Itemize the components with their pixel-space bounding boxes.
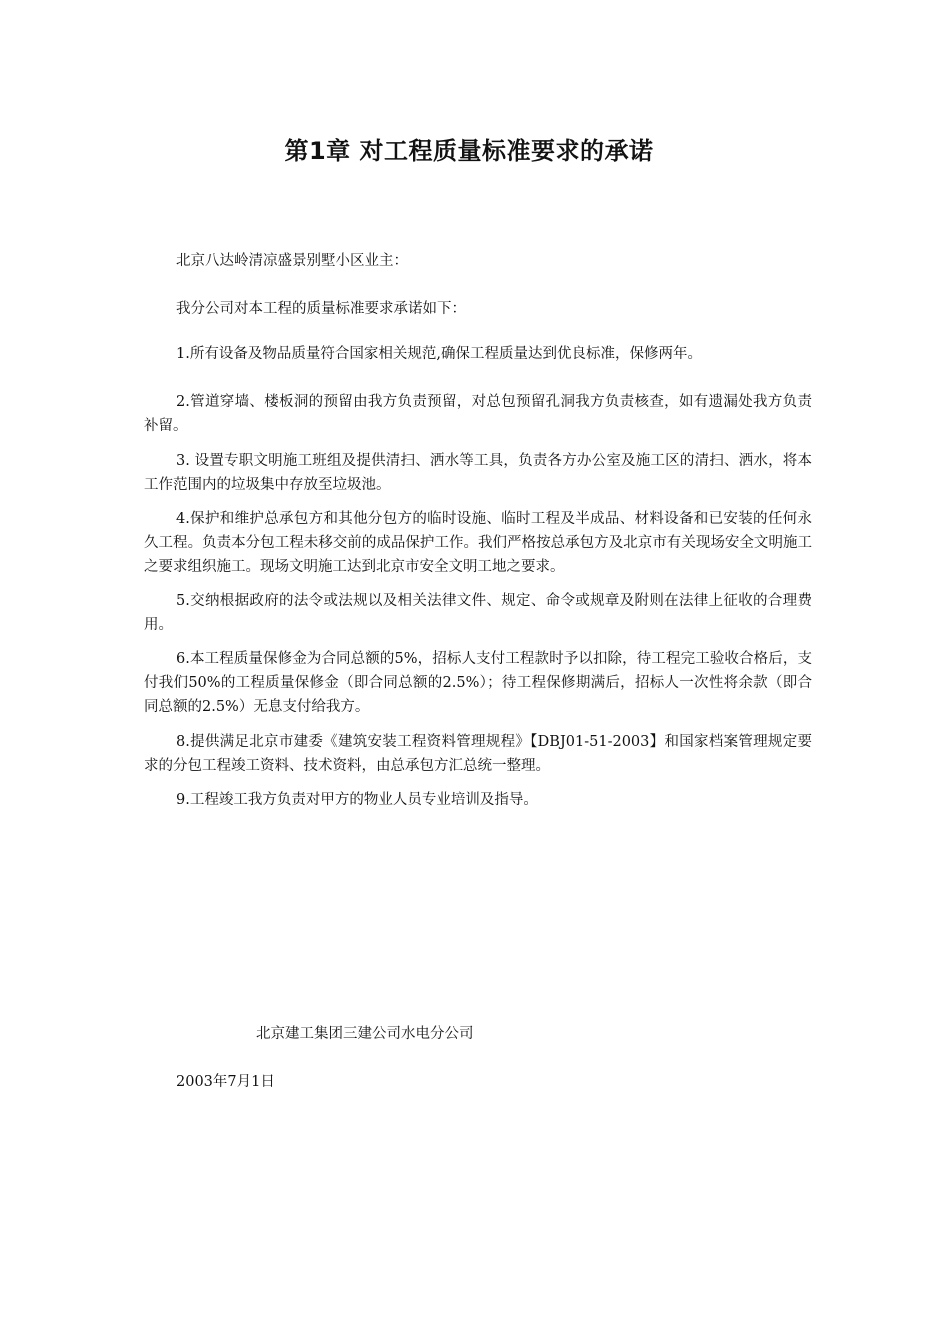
company-signature: 北京建工集团三建公司水电分公司 <box>256 1026 474 1042</box>
commitment-item-6: 6.本工程质量保修金为合同总额的5%，招标人支付工程款时予以扣除，待工程完工验收合格后，支付我们50%的工程质量保修金（即合同总额的2.5%）；待工程保修期满后，招标人一次性将余款（即合同总额的2.5%）无息支付给我方。 <box>144 651 812 715</box>
commitment-item-2: 2.管道穿墙、楼板洞的预留由我方负责预留，对总包预留孔洞我方负责核查，如有遗漏处我方负责补留。 <box>144 394 812 434</box>
commitment-item-1: 1.所有设备及物品质量符合国家相关规范,确保工程质量达到优良标准，保修两年。 <box>176 346 702 362</box>
commitment-item-5: 5.交纳根据政府的法令或法规以及相关法律文件、规定、命令或规章及附则在法律上征收的合理费用。 <box>144 593 812 633</box>
commitment-item-9: 9.工程竣工我方负责对甲方的物业人员专业培训及指导。 <box>176 792 538 808</box>
salutation: 北京八达岭清凉盛景别墅小区业主： <box>176 253 408 269</box>
commitment-item-3: 3. 设置专职文明施工班组及提供清扫、洒水等工具，负责各方办公室及施工区的清扫、洒水，将本工作范围内的垃圾集中存放至垃圾池。 <box>144 453 812 493</box>
document-title: 第1章 对工程质量标准要求的承诺 <box>284 137 654 165</box>
commitment-item-8: 8.提供满足北京市建委《建筑安装工程资料管理规程》【DBJ01-51-2003】和国家档案管理规定要求的分包工程竣工资料、技术资料，由总承包方汇总统一整理。 <box>144 734 812 774</box>
commitment-item-4: 4.保护和维护总承包方和其他分包方的临时设施、临时工程及半成品、材料设备和已安装的任何永久工程。负责本分包工程未移交前的成品保护工作。我们严格按总承包方及北京市有关现场安全文明施工之要求组织施工。现场文明施工达到北京市安全文明工地之要求。 <box>144 511 812 575</box>
intro-text: 我分公司对本工程的质量标准要求承诺如下： <box>176 301 466 317</box>
document-date: 2003年7月1日 <box>176 1074 275 1090</box>
